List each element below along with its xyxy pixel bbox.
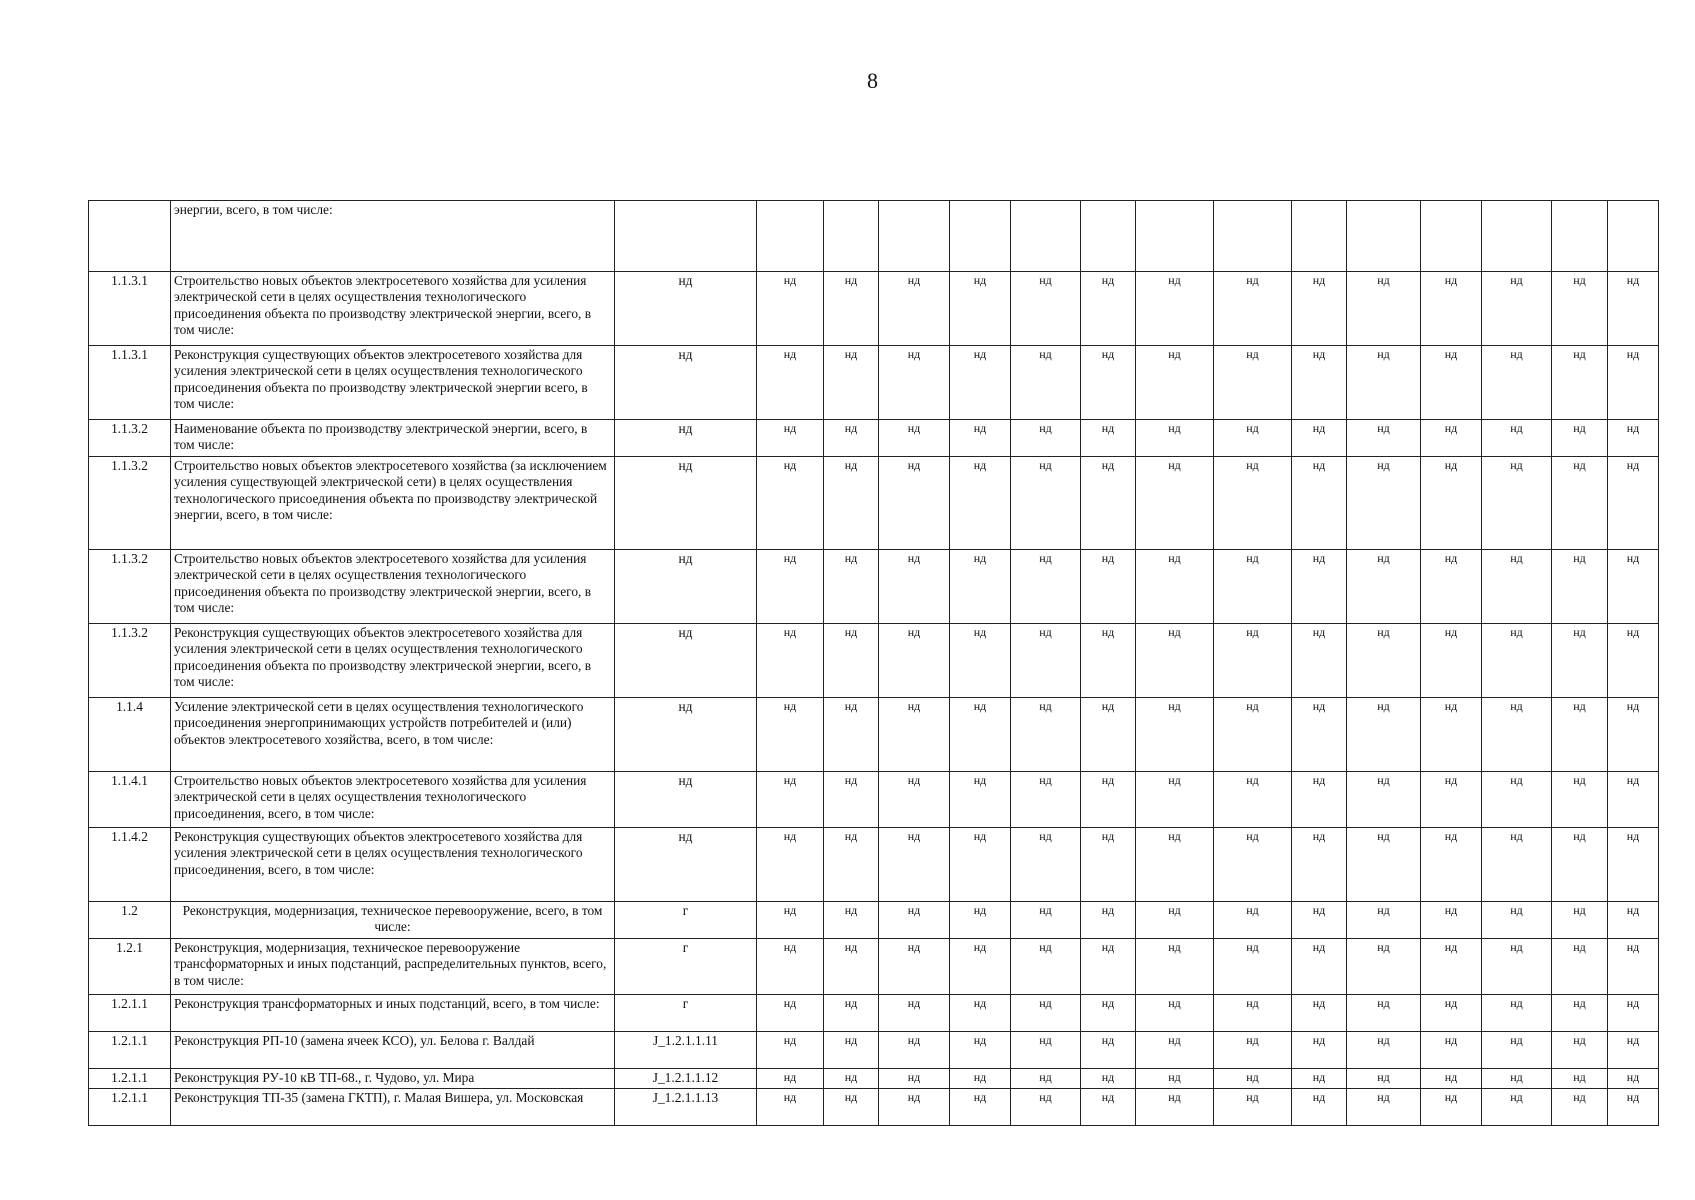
value-cell: нд bbox=[1482, 995, 1552, 1032]
row-identifier: нд bbox=[615, 624, 757, 698]
value-cell: нд bbox=[1292, 828, 1347, 902]
value-cell: нд bbox=[1347, 772, 1421, 828]
value-cell: нд bbox=[1011, 457, 1081, 550]
value-cell: нд bbox=[879, 995, 950, 1032]
row-identifier: нд bbox=[615, 272, 757, 346]
table-row bbox=[89, 272, 1659, 346]
value-cell: нд bbox=[1552, 828, 1608, 902]
row-name: Реконструкция ТП-35 (замена ГКТП), г. Малая Вишера, ул. Московская bbox=[171, 1089, 615, 1126]
value-cell: нд bbox=[1608, 828, 1659, 902]
row-name: Реконструкция, модернизация, техническое перевооружение, всего, в том числе: bbox=[171, 902, 615, 939]
value-cell: нд bbox=[1136, 550, 1214, 624]
value-cell: нд bbox=[1608, 1032, 1659, 1069]
row-identifier: г bbox=[615, 939, 757, 995]
value-cell: нд bbox=[1608, 772, 1659, 828]
value-cell: нд bbox=[1482, 272, 1552, 346]
value-cell: нд bbox=[1552, 346, 1608, 420]
value-cell: нд bbox=[1136, 1032, 1214, 1069]
value-cell bbox=[1421, 201, 1482, 272]
value-cell: нд bbox=[1292, 550, 1347, 624]
value-cell: нд bbox=[1011, 772, 1081, 828]
value-cell bbox=[1011, 201, 1081, 272]
value-cell: нд bbox=[1214, 939, 1292, 995]
value-cell: нд bbox=[1552, 902, 1608, 939]
value-cell: нд bbox=[1421, 902, 1482, 939]
row-name: Реконструкция РУ-10 кВ ТП-68., г. Чудово, ул. Мира bbox=[171, 1069, 615, 1089]
value-cell: нд bbox=[950, 1089, 1011, 1126]
row-name: Реконструкция трансформаторных и иных подстанций, всего, в том числе: bbox=[171, 995, 615, 1032]
value-cell: нд bbox=[1214, 346, 1292, 420]
row-identifier: г bbox=[615, 995, 757, 1032]
value-cell: нд bbox=[757, 698, 824, 772]
value-cell: нд bbox=[1347, 272, 1421, 346]
table-row bbox=[89, 995, 1659, 1032]
value-cell: нд bbox=[757, 346, 824, 420]
row-identifier: нд bbox=[615, 550, 757, 624]
row-code: 1.1.4.1 bbox=[89, 772, 171, 828]
value-cell: нд bbox=[757, 1069, 824, 1089]
page-number: 8 bbox=[867, 68, 878, 93]
value-cell: нд bbox=[1292, 939, 1347, 995]
value-cell: нд bbox=[757, 1032, 824, 1069]
row-name: Строительство новых объектов электросетевого хозяйства для усиления электрической сети в целях осуществления технологического присоединения, всего, в том числе: bbox=[171, 772, 615, 828]
value-cell bbox=[879, 201, 950, 272]
value-cell: нд bbox=[1347, 550, 1421, 624]
value-cell: нд bbox=[879, 772, 950, 828]
row-name: Наименование объекта по производству электрической энергии, всего, в том числе: bbox=[171, 420, 615, 457]
value-cell: нд bbox=[1292, 1069, 1347, 1089]
value-cell: нд bbox=[1292, 272, 1347, 346]
value-cell: нд bbox=[950, 420, 1011, 457]
table-row bbox=[89, 201, 1659, 272]
value-cell: нд bbox=[1347, 457, 1421, 550]
table-body bbox=[89, 201, 1659, 1126]
value-cell: нд bbox=[950, 939, 1011, 995]
value-cell: нд bbox=[1292, 1089, 1347, 1126]
row-code: 1.1.4 bbox=[89, 698, 171, 772]
value-cell: нд bbox=[1608, 272, 1659, 346]
table-row bbox=[89, 902, 1659, 939]
value-cell: нд bbox=[824, 420, 879, 457]
value-cell: нд bbox=[879, 624, 950, 698]
row-name: Реконструкция существующих объектов электросетевого хозяйства для усиления электрической сети в целях осуществления технологического присоединения объекта по производству электрической энергии всего, в том числе: bbox=[171, 346, 615, 420]
value-cell: нд bbox=[757, 550, 824, 624]
value-cell: нд bbox=[1552, 272, 1608, 346]
value-cell: нд bbox=[1292, 995, 1347, 1032]
value-cell: нд bbox=[879, 272, 950, 346]
value-cell: нд bbox=[824, 902, 879, 939]
value-cell: нд bbox=[824, 995, 879, 1032]
value-cell: нд bbox=[1214, 1032, 1292, 1069]
value-cell: нд bbox=[1552, 772, 1608, 828]
value-cell: нд bbox=[1081, 624, 1136, 698]
row-code: 1.1.3.2 bbox=[89, 550, 171, 624]
value-cell: нд bbox=[1292, 624, 1347, 698]
value-cell: нд bbox=[1482, 902, 1552, 939]
value-cell: нд bbox=[1421, 939, 1482, 995]
value-cell: нд bbox=[1214, 828, 1292, 902]
value-cell: нд bbox=[1081, 939, 1136, 995]
value-cell bbox=[1482, 201, 1552, 272]
value-cell: нд bbox=[1608, 1089, 1659, 1126]
value-cell: нд bbox=[1347, 420, 1421, 457]
value-cell: нд bbox=[824, 698, 879, 772]
value-cell: нд bbox=[1552, 995, 1608, 1032]
value-cell: нд bbox=[1608, 550, 1659, 624]
value-cell bbox=[757, 201, 824, 272]
value-cell: нд bbox=[1482, 550, 1552, 624]
row-name: Строительство новых объектов электросетевого хозяйства для усиления электрической сети в целях осуществления технологического присоединения объекта по производству электрической энергии, всего, в том числе: bbox=[171, 550, 615, 624]
value-cell: нд bbox=[879, 1069, 950, 1089]
value-cell: нд bbox=[1136, 624, 1214, 698]
value-cell: нд bbox=[757, 939, 824, 995]
table-row bbox=[89, 346, 1659, 420]
row-name: Строительство новых объектов электросетевого хозяйства (за исключением усиления существующей электрической сети) в целях осуществления технологического присоединения объекта по производству электрической энергии, всего, в том числе: bbox=[171, 457, 615, 550]
value-cell: нд bbox=[879, 1032, 950, 1069]
row-name: Реконструкция существующих объектов электросетевого хозяйства для усиления электрической сети в целях осуществления технологического присоединения объекта по производству электрической энергии, всего, в том числе: bbox=[171, 624, 615, 698]
value-cell: нд bbox=[1011, 346, 1081, 420]
value-cell: нд bbox=[1482, 939, 1552, 995]
value-cell: нд bbox=[824, 1089, 879, 1126]
value-cell: нд bbox=[1214, 995, 1292, 1032]
value-cell: нд bbox=[1214, 457, 1292, 550]
value-cell: нд bbox=[1482, 828, 1552, 902]
value-cell: нд bbox=[1292, 420, 1347, 457]
value-cell bbox=[1214, 201, 1292, 272]
value-cell: нд bbox=[1608, 995, 1659, 1032]
row-code: 1.2.1.1 bbox=[89, 1032, 171, 1069]
value-cell: нд bbox=[1482, 346, 1552, 420]
value-cell: нд bbox=[1011, 272, 1081, 346]
value-cell: нд bbox=[1214, 272, 1292, 346]
value-cell bbox=[824, 201, 879, 272]
value-cell: нд bbox=[879, 1089, 950, 1126]
value-cell: нд bbox=[757, 995, 824, 1032]
row-code: 1.2 bbox=[89, 902, 171, 939]
value-cell: нд bbox=[1081, 902, 1136, 939]
value-cell: нд bbox=[879, 420, 950, 457]
value-cell: нд bbox=[1136, 772, 1214, 828]
value-cell: нд bbox=[950, 995, 1011, 1032]
value-cell: нд bbox=[950, 698, 1011, 772]
value-cell: нд bbox=[1347, 1069, 1421, 1089]
value-cell: нд bbox=[950, 272, 1011, 346]
row-code: 1.2.1.1 bbox=[89, 1069, 171, 1089]
value-cell bbox=[1081, 201, 1136, 272]
value-cell: нд bbox=[824, 1069, 879, 1089]
value-cell: нд bbox=[1482, 772, 1552, 828]
value-cell: нд bbox=[1608, 698, 1659, 772]
table-row bbox=[89, 772, 1659, 828]
value-cell: нд bbox=[1421, 828, 1482, 902]
value-cell bbox=[1552, 201, 1608, 272]
value-cell: нд bbox=[1421, 995, 1482, 1032]
value-cell: нд bbox=[757, 624, 824, 698]
value-cell: нд bbox=[757, 272, 824, 346]
value-cell: нд bbox=[879, 457, 950, 550]
value-cell: нд bbox=[1081, 1032, 1136, 1069]
value-cell: нд bbox=[879, 939, 950, 995]
value-cell: нд bbox=[1552, 624, 1608, 698]
value-cell: нд bbox=[1292, 346, 1347, 420]
value-cell: нд bbox=[1011, 828, 1081, 902]
row-identifier: J_1.2.1.1.12 bbox=[615, 1069, 757, 1089]
value-cell: нд bbox=[1347, 698, 1421, 772]
value-cell: нд bbox=[1214, 1069, 1292, 1089]
value-cell bbox=[1292, 201, 1347, 272]
value-cell: нд bbox=[757, 457, 824, 550]
row-name: Усиление электрической сети в целях осуществления технологического присоединения энергопринимающих устройств потребителей и (или) объектов электросетевого хозяйства, всего, в том числе: bbox=[171, 698, 615, 772]
value-cell: нд bbox=[824, 828, 879, 902]
value-cell: нд bbox=[1552, 698, 1608, 772]
row-code: 1.1.3.2 bbox=[89, 624, 171, 698]
value-cell: нд bbox=[1136, 995, 1214, 1032]
value-cell: нд bbox=[1011, 420, 1081, 457]
value-cell: нд bbox=[950, 1069, 1011, 1089]
value-cell: нд bbox=[950, 1032, 1011, 1069]
value-cell: нд bbox=[1292, 1032, 1347, 1069]
value-cell: нд bbox=[824, 624, 879, 698]
value-cell: нд bbox=[1482, 624, 1552, 698]
value-cell: нд bbox=[1482, 1089, 1552, 1126]
value-cell: нд bbox=[1011, 1069, 1081, 1089]
value-cell: нд bbox=[1421, 457, 1482, 550]
value-cell: нд bbox=[1136, 272, 1214, 346]
value-cell bbox=[1347, 201, 1421, 272]
row-name: энергии, всего, в том числе: bbox=[171, 201, 615, 272]
value-cell: нд bbox=[1421, 1032, 1482, 1069]
value-cell: нд bbox=[1421, 550, 1482, 624]
value-cell: нд bbox=[824, 939, 879, 995]
value-cell: нд bbox=[1347, 346, 1421, 420]
value-cell: нд bbox=[1136, 828, 1214, 902]
row-code: 1.2.1.1 bbox=[89, 1089, 171, 1126]
value-cell: нд bbox=[950, 346, 1011, 420]
value-cell: нд bbox=[1081, 772, 1136, 828]
value-cell bbox=[1136, 201, 1214, 272]
value-cell: нд bbox=[824, 272, 879, 346]
row-name: Реконструкция, модернизация, техническое перевооружение трансформаторных и иных подстанций, распределительных пунктов, всего, в том числе: bbox=[171, 939, 615, 995]
value-cell: нд bbox=[1081, 698, 1136, 772]
value-cell: нд bbox=[1552, 939, 1608, 995]
row-code: 1.2.1.1 bbox=[89, 995, 171, 1032]
value-cell: нд bbox=[1608, 1069, 1659, 1089]
row-name: Реконструкция РП-10 (замена ячеек КСО), ул. Белова г. Валдай bbox=[171, 1032, 615, 1069]
value-cell: нд bbox=[950, 828, 1011, 902]
value-cell: нд bbox=[1136, 420, 1214, 457]
value-cell: нд bbox=[950, 550, 1011, 624]
value-cell: нд bbox=[879, 828, 950, 902]
row-identifier: нд bbox=[615, 457, 757, 550]
value-cell: нд bbox=[1011, 1032, 1081, 1069]
value-cell: нд bbox=[824, 550, 879, 624]
value-cell: нд bbox=[1552, 420, 1608, 457]
value-cell: нд bbox=[1292, 698, 1347, 772]
value-cell: нд bbox=[879, 346, 950, 420]
row-identifier: нд bbox=[615, 772, 757, 828]
value-cell: нд bbox=[1292, 902, 1347, 939]
value-cell: нд bbox=[1292, 457, 1347, 550]
row-code: 1.2.1 bbox=[89, 939, 171, 995]
table-row bbox=[89, 550, 1659, 624]
value-cell: нд bbox=[1421, 772, 1482, 828]
row-code: 1.1.3.1 bbox=[89, 346, 171, 420]
value-cell: нд bbox=[1608, 457, 1659, 550]
value-cell: нд bbox=[1214, 550, 1292, 624]
value-cell: нд bbox=[1081, 457, 1136, 550]
value-cell: нд bbox=[1608, 346, 1659, 420]
value-cell: нд bbox=[1214, 698, 1292, 772]
table-row bbox=[89, 1089, 1659, 1126]
value-cell: нд bbox=[824, 772, 879, 828]
value-cell: нд bbox=[1214, 1089, 1292, 1126]
table-row bbox=[89, 939, 1659, 995]
table-row bbox=[89, 624, 1659, 698]
value-cell: нд bbox=[1011, 624, 1081, 698]
row-code: 1.1.3.1 bbox=[89, 272, 171, 346]
value-cell: нд bbox=[757, 828, 824, 902]
value-cell: нд bbox=[1292, 772, 1347, 828]
value-cell: нд bbox=[879, 902, 950, 939]
table-row bbox=[89, 828, 1659, 902]
table-row bbox=[89, 1032, 1659, 1069]
value-cell: нд bbox=[1347, 828, 1421, 902]
value-cell: нд bbox=[1136, 902, 1214, 939]
value-cell: нд bbox=[950, 624, 1011, 698]
value-cell: нд bbox=[1136, 346, 1214, 420]
row-identifier: нд bbox=[615, 420, 757, 457]
value-cell: нд bbox=[1347, 902, 1421, 939]
value-cell: нд bbox=[1347, 624, 1421, 698]
value-cell: нд bbox=[1081, 995, 1136, 1032]
value-cell: нд bbox=[757, 420, 824, 457]
row-code: 1.1.3.2 bbox=[89, 457, 171, 550]
value-cell: нд bbox=[879, 698, 950, 772]
value-cell: нд bbox=[1482, 457, 1552, 550]
value-cell: нд bbox=[1482, 1032, 1552, 1069]
row-code: 1.1.3.2 bbox=[89, 420, 171, 457]
row-name: Строительство новых объектов электросетевого хозяйства для усиления электрической сети в целях осуществления технологического присоединения объекта по производству электрической энергии, всего, в том числе: bbox=[171, 272, 615, 346]
row-code bbox=[89, 201, 171, 272]
value-cell: нд bbox=[1136, 698, 1214, 772]
table-row bbox=[89, 1069, 1659, 1089]
value-cell: нд bbox=[1136, 1069, 1214, 1089]
value-cell: нд bbox=[1136, 457, 1214, 550]
value-cell: нд bbox=[1081, 1069, 1136, 1089]
value-cell: нд bbox=[1552, 1069, 1608, 1089]
value-cell: нд bbox=[1552, 1089, 1608, 1126]
value-cell: нд bbox=[950, 457, 1011, 550]
value-cell: нд bbox=[1081, 272, 1136, 346]
row-name: Реконструкция существующих объектов электросетевого хозяйства для усиления электрической сети в целях осуществления технологического присоединения, всего, в том числе: bbox=[171, 828, 615, 902]
value-cell: нд bbox=[1552, 550, 1608, 624]
value-cell: нд bbox=[1081, 346, 1136, 420]
value-cell: нд bbox=[1011, 939, 1081, 995]
value-cell: нд bbox=[1136, 939, 1214, 995]
value-cell bbox=[1608, 201, 1659, 272]
value-cell: нд bbox=[1347, 939, 1421, 995]
value-cell: нд bbox=[1081, 828, 1136, 902]
value-cell: нд bbox=[1214, 624, 1292, 698]
value-cell: нд bbox=[1081, 1089, 1136, 1126]
row-identifier: J_1.2.1.1.11 bbox=[615, 1032, 757, 1069]
value-cell: нд bbox=[1421, 624, 1482, 698]
row-identifier bbox=[615, 201, 757, 272]
value-cell: нд bbox=[1011, 550, 1081, 624]
value-cell: нд bbox=[1421, 346, 1482, 420]
value-cell: нд bbox=[950, 772, 1011, 828]
value-cell: нд bbox=[1011, 698, 1081, 772]
table-row bbox=[89, 420, 1659, 457]
value-cell: нд bbox=[1136, 1089, 1214, 1126]
value-cell: нд bbox=[1011, 995, 1081, 1032]
value-cell: нд bbox=[757, 1089, 824, 1126]
value-cell: нд bbox=[824, 457, 879, 550]
value-cell: нд bbox=[1011, 1089, 1081, 1126]
value-cell: нд bbox=[1482, 420, 1552, 457]
value-cell: нд bbox=[1081, 550, 1136, 624]
value-cell: нд bbox=[824, 346, 879, 420]
row-code: 1.1.4.2 bbox=[89, 828, 171, 902]
value-cell: нд bbox=[1421, 1089, 1482, 1126]
value-cell: нд bbox=[1347, 1089, 1421, 1126]
value-cell: нд bbox=[824, 1032, 879, 1069]
value-cell: нд bbox=[950, 902, 1011, 939]
value-cell: нд bbox=[1214, 902, 1292, 939]
value-cell: нд bbox=[1421, 1069, 1482, 1089]
table-row bbox=[89, 457, 1659, 550]
value-cell: нд bbox=[1608, 624, 1659, 698]
value-cell: нд bbox=[1608, 939, 1659, 995]
row-identifier: нд bbox=[615, 828, 757, 902]
value-cell: нд bbox=[757, 902, 824, 939]
row-identifier: J_1.2.1.1.13 bbox=[615, 1089, 757, 1126]
value-cell: нд bbox=[1482, 698, 1552, 772]
row-identifier: нд bbox=[615, 698, 757, 772]
row-identifier: нд bbox=[615, 346, 757, 420]
row-identifier: г bbox=[615, 902, 757, 939]
value-cell: нд bbox=[1552, 457, 1608, 550]
value-cell: нд bbox=[1347, 1032, 1421, 1069]
value-cell: нд bbox=[1421, 698, 1482, 772]
table-row bbox=[89, 698, 1659, 772]
value-cell: нд bbox=[1482, 1069, 1552, 1089]
value-cell: нд bbox=[1081, 420, 1136, 457]
value-cell bbox=[950, 201, 1011, 272]
value-cell: нд bbox=[1347, 995, 1421, 1032]
value-cell: нд bbox=[1421, 272, 1482, 346]
investment-table bbox=[88, 200, 1659, 1126]
value-cell: нд bbox=[1552, 1032, 1608, 1069]
value-cell: нд bbox=[1421, 420, 1482, 457]
value-cell: нд bbox=[1608, 420, 1659, 457]
value-cell: нд bbox=[1011, 902, 1081, 939]
value-cell: нд bbox=[879, 550, 950, 624]
value-cell: нд bbox=[1214, 420, 1292, 457]
value-cell: нд bbox=[757, 772, 824, 828]
value-cell: нд bbox=[1214, 772, 1292, 828]
value-cell: нд bbox=[1608, 902, 1659, 939]
